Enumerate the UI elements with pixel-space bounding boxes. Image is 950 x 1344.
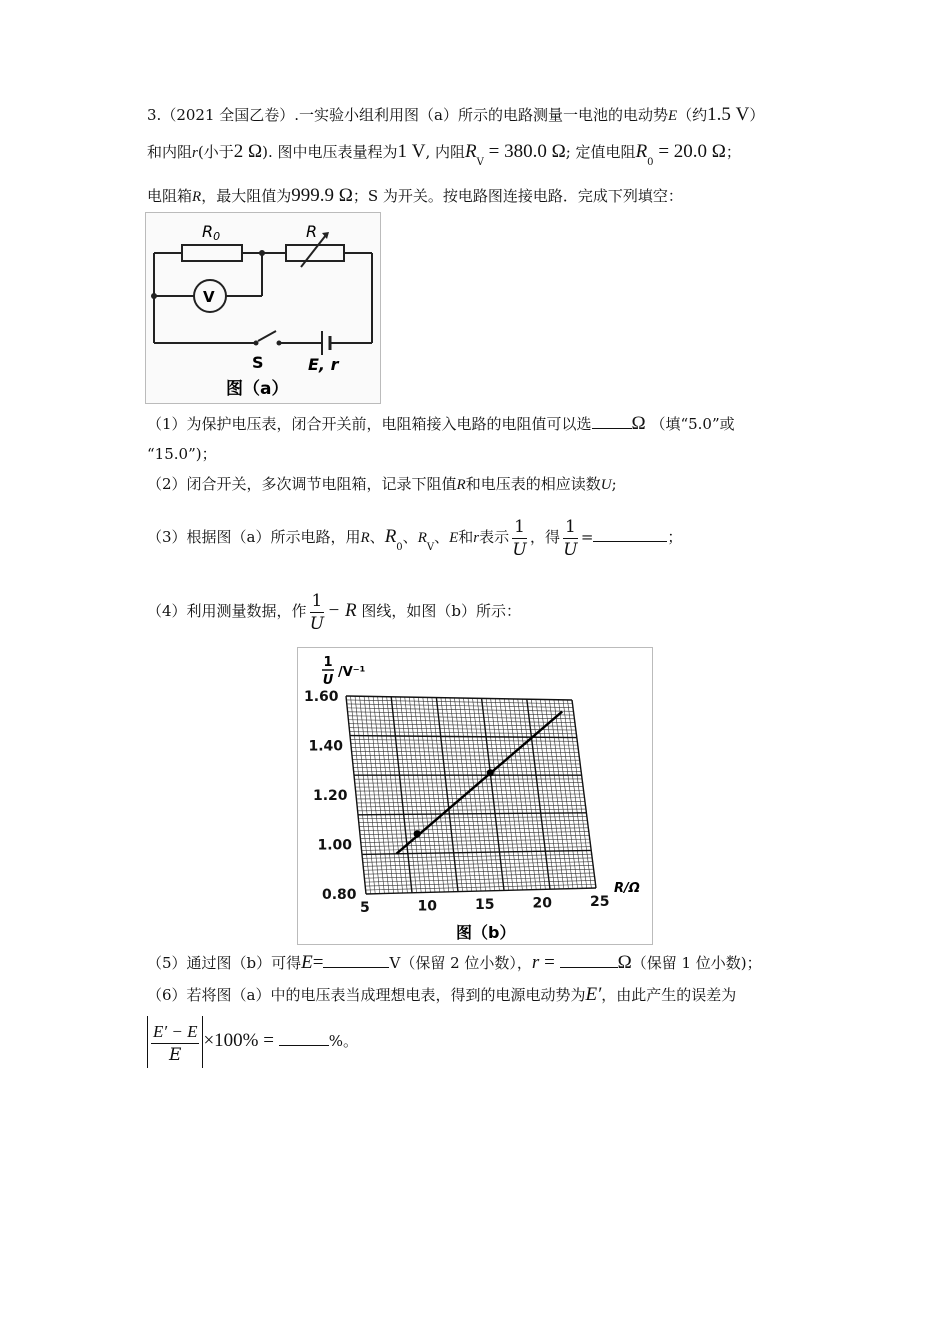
y-tick-label: 0.80 [322,887,357,903]
part-6-line-2: $\frac{E' - E}{E}$ ×100% = %。 [147,1015,358,1068]
x-tick-label: 20 [532,895,552,912]
svg-text:R0: R0 [202,222,221,243]
switch-label: S [252,353,264,372]
minor-gridline [352,759,579,760]
y-tick-label: 1.20 [313,788,348,804]
emf-value: 1.5 V [707,104,750,125]
voltmeter-label: V [203,288,215,306]
answer-blank-3[interactable] [593,527,667,542]
y-axis-label-denominator: U [322,673,334,688]
answer-blank-r[interactable] [560,953,618,968]
x-tick-label: 10 [417,898,437,915]
one-over-u-vs-r-chart [298,648,652,944]
y-axis-label-unit: /V⁻¹ [338,665,366,680]
graph-figure [297,647,653,945]
figure-b-caption: 图（b） [456,923,516,942]
y-tick-label: 1.40 [308,738,344,755]
svg-text:R: R [306,222,318,241]
data-point [487,769,494,776]
part-6-line-1: （6）若将图（a）中的电压表当成理想电表，得到的电源电动势为E′，由此产生的误差为 [147,984,737,1005]
figure-a-caption: 图（a） [226,379,289,399]
part-5-line: （5）通过图（b）可得E= V（保留 2 位小数），r = Ω（保留 1 位小数)； [147,952,762,973]
data-point [414,830,421,837]
y-tick-label: 1.00 [317,837,353,854]
x-axis-label: R/Ω [614,881,640,896]
answer-blank-error[interactable] [279,1031,329,1046]
part-1-line-1: （1）为保护电压表，闭合开关前，电阻箱接入电路的电阻值可以选 Ω （填“5.0”或 [147,413,735,434]
answer-blank-1[interactable] [592,414,632,429]
question-line-3: 电阻箱R，最大阻值为999.9 Ω；S 为开关。按电路图连接电路．完成下列填空： [147,185,683,206]
answer-blank-emf[interactable] [323,953,389,968]
y-axis-label-numerator: 1 [323,655,333,670]
part-1-line-2: “15.0”)； [147,445,217,463]
question-line-2: 和内阻r(小于2 Ω). 图中电压表量程为1 V, 内阻$R_V = 380.0$ Ω; 定值电阻$R_0 = 20.0$ Ω； [147,141,741,168]
battery-label: E, r [308,355,339,374]
question-line-1: 3.（2021 全国乙卷）.一实验小组利用图（a）所示的电路测量一电池的电动势E（约1.5 V） [147,104,765,125]
absolute-value-bars: $\frac{E' - E}{E}$ [147,1016,203,1068]
minor-gridline [353,763,580,764]
fraction-one-over-u: $\frac{1}{U}$ [563,516,578,560]
x-tick-label: 5 [360,900,370,916]
part-3-line: （3）根据图（a）所示电路，用R、$R_0$、$R_V$、E和r表示 $\frac{1}{U}$ ，得 $\frac{1}{U}$ = ； [147,516,683,560]
part-4-line: （4）利用测量数据，作 $\frac{1}{U}$ − R 图线，如图（b）所示： [147,590,521,634]
x-tick-label: 15 [475,897,495,913]
question-number: 3. [147,106,162,124]
circuit-figure [145,212,381,404]
fraction-one-over-u: $\frac{1}{U}$ [512,516,527,560]
circuit-diagram [146,213,380,403]
question-intro: （2021 全国乙卷）.一实验小组利用图（a）所示的电路测量一电池的电动势 [161,106,668,124]
y-tick-label: 1.60 [304,689,339,705]
minor-gridline [355,786,583,787]
fraction-one-over-u: $\frac{1}{U}$ [309,590,325,634]
part-2-line: （2）闭合开关，多次调节电阻箱，记录下阻值R和电压表的相应读数U; [147,475,617,493]
x-tick-label: 25 [590,894,610,910]
